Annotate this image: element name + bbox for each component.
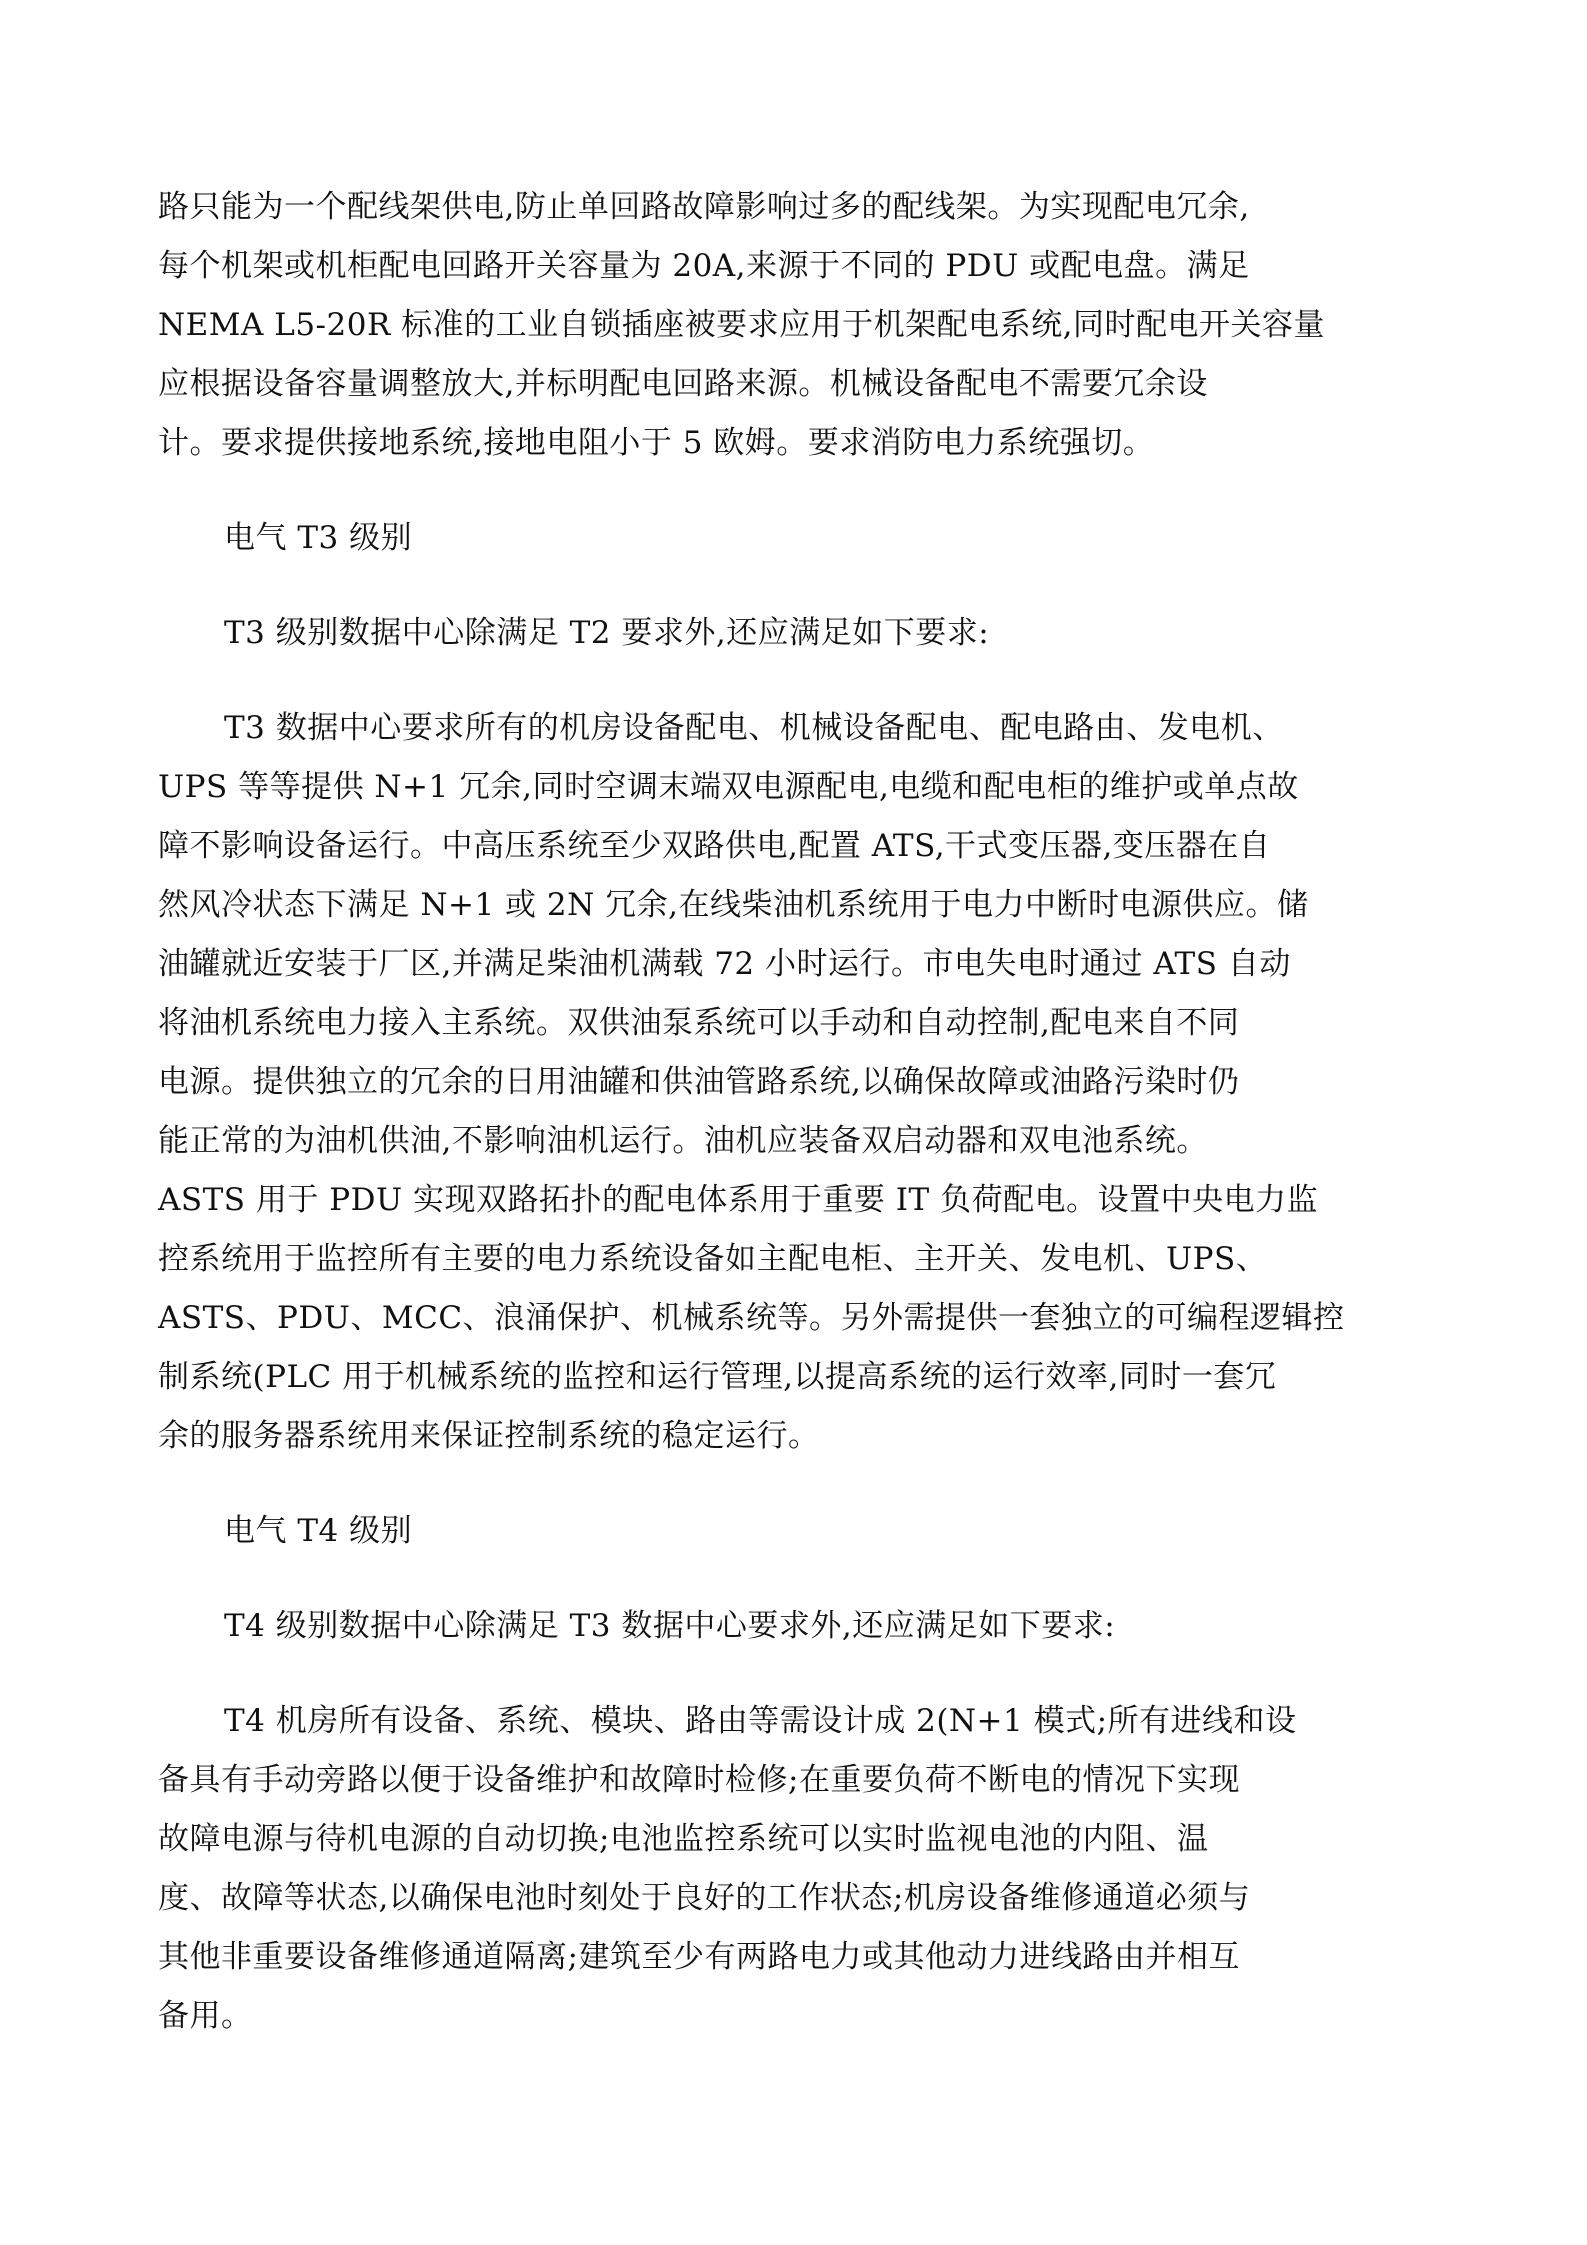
paragraph-spacer [158,568,1428,604]
section-heading-t3 [158,509,1428,568]
paragraph-t3-intro [158,604,1428,663]
text-line: T3 级别数据中心除满足 T2 要求外,还应满足如下要求: [224,615,990,651]
text-line: UPS 等等提供 N+1 冗余,同时空调末端双电源配电,电缆和配电柜的维护或单点故 [158,769,1299,805]
text-line: 度、故障等状态,以确保电池时刻处于良好的工作状态;机房设备维修通道必须与 [158,1880,1251,1916]
text-line: 余的服务器系统用来保证控制系统的稳定运行。 [158,1418,820,1454]
text-line: T4 级别数据中心除满足 T3 数据中心要求外,还应满足如下要求: [224,1608,1116,1644]
text-line: 其他非重要设备维修通道隔离;建筑至少有两路电力或其他动力进线路由并相互 [158,1939,1240,1975]
text-line: 将油机系统电力接入主系统。双供油泵系统可以手动和自动控制,配电来自不同 [158,1005,1240,1041]
text-line: 故障电源与待机电源的自动切换;电池监控系统可以实时监视电池的内阻、温 [158,1821,1209,1857]
text-line: 能正常的为油机供油,不影响油机运行。油机应装备双启动器和双电池系统。 [158,1123,1208,1159]
text-line: 备具有手动旁路以便于设备维护和故障时检修;在重要负荷不断电的情况下实现 [158,1762,1240,1798]
text-line: NEMA L5-20R 标准的工业自锁插座被要求应用于机架配电系统,同时配电开关容量 [158,307,1326,343]
text-line: T3 数据中心要求所有的机房设备配电、机械设备配电、配电路由、发电机、 [224,710,1284,746]
text-line: 油罐就近安装于厂区,并满足柴油机满载 72 小时运行。市电失电时通过 ATS 自动 [158,946,1291,982]
paragraph-t4-requirements [158,1692,1428,2046]
text-line: 计。要求提供接地系统,接地电阻小于 5 欧姆。要求消防电力系统强切。 [158,425,1155,461]
text-line: 电源。提供独立的冗余的日用油罐和供油管路系统,以确保故障或油路污染时仍 [158,1064,1240,1100]
text-line: ASTS、PDU、MCC、浪涌保护、机械系统等。另外需提供一套独立的可编程逻辑控 [158,1300,1345,1336]
text-line: 路只能为一个配线架供电,防止单回路故障影响过多的配线架。为实现配电冗余, [158,189,1250,225]
paragraph-t4-intro [158,1597,1428,1656]
text-line: T4 机房所有设备、系统、模块、路由等需设计成 2(N+1 模式;所有进线和设 [224,1703,1297,1739]
heading-text: 电气 T3 级别 [224,520,413,556]
text-line: 控系统用于监控所有主要的电力系统设备如主配电柜、主开关、发电机、UPS、 [158,1241,1268,1277]
text-line: 备用。 [158,1998,253,2034]
paragraph-power-redundancy-t2 [158,178,1428,473]
paragraph-spacer [158,1656,1428,1692]
text-line: 制系统(PLC 用于机械系统的监控和运行管理,以提高系统的运行效率,同时一套冗 [158,1359,1277,1395]
text-line: 障不影响设备运行。中高压系统至少双路供电,配置 ATS,干式变压器,变压器在自 [158,828,1271,864]
section-heading-t4 [158,1502,1428,1561]
paragraph-spacer [158,473,1428,509]
text-line: ASTS 用于 PDU 实现双路拓扑的配电体系用于重要 IT 负荷配电。设置中央电力监 [158,1182,1319,1218]
heading-text: 电气 T4 级别 [224,1513,413,1549]
text-line: 应根据设备容量调整放大,并标明配电回路来源。机械设备配电不需要冗余设 [158,366,1208,402]
text-line: 然风冷状态下满足 N+1 或 2N 冗余,在线柴油机系统用于电力中断时电源供应。储 [158,887,1309,923]
document-body [158,178,1428,2046]
paragraph-t3-requirements [158,699,1428,1466]
text-line: 每个机架或机柜配电回路开关容量为 20A,来源于不同的 PDU 或配电盘。满足 [158,248,1250,284]
paragraph-spacer [158,1466,1428,1502]
paragraph-spacer [158,1561,1428,1597]
paragraph-spacer [158,663,1428,699]
